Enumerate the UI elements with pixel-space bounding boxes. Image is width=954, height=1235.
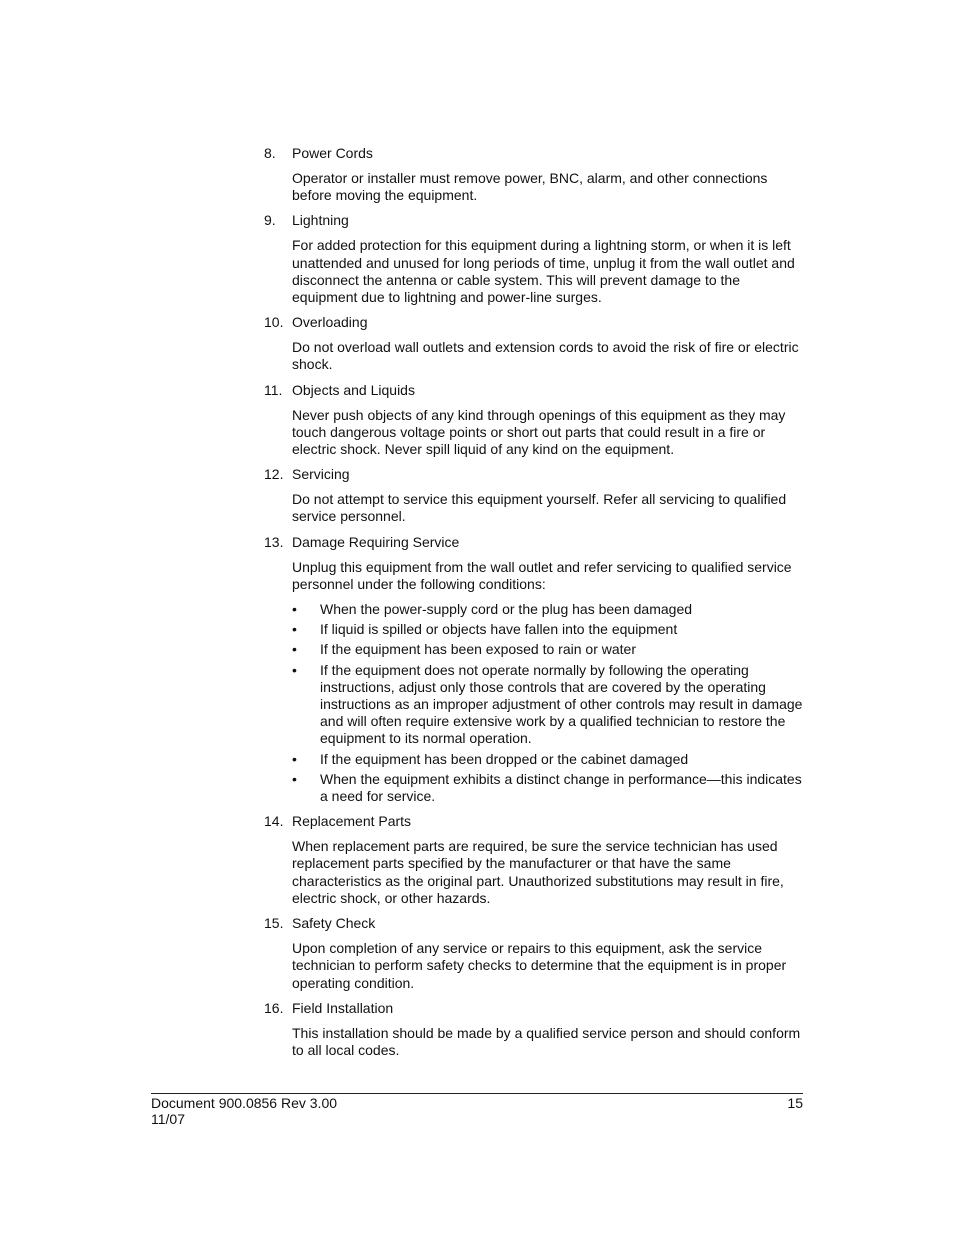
list-item [264, 314, 804, 373]
list-item [264, 382, 804, 459]
item-paragraph: When replacement parts are required, be sure the service technician has used replacement parts specified by the manufacturer or that have the same characteristics as the original part. Unauthorized substitutions may result in fire, electric shock, or other hazards. [292, 838, 784, 906]
item-number: 12. [264, 466, 284, 483]
bullet-text: When the equipment exhibits a distinct change in performance—this indicates a need for service. [320, 770, 802, 805]
item-title: Servicing [292, 466, 350, 483]
item-paragraph: Do not attempt to service this equipment yourself. Refer all servicing to qualified service personnel. [292, 491, 787, 525]
bullet-text: If the equipment has been dropped or the cabinet damaged [320, 750, 689, 767]
page-number: 15 [787, 1095, 803, 1111]
bullet-icon: • [292, 641, 297, 658]
item-paragraph: Unplug this equipment from the wall outlet and refer servicing to qualified service personnel under the following conditions: [292, 558, 792, 592]
list-item [264, 466, 804, 525]
item-number: 8. [264, 145, 276, 161]
bullet-text: When the power-supply cord or the plug has been damaged [320, 601, 693, 618]
list-item [264, 534, 804, 806]
item-number: 15. [264, 915, 284, 932]
item-title: Overloading [292, 314, 368, 331]
item-paragraph: Upon completion of any service or repairs to this equipment, ask the service technician to perform safety checks to determine that the equipment is in proper operating condition. [292, 940, 787, 991]
bullet-text: If liquid is spilled or objects have fallen into the equipment [320, 621, 678, 638]
bullet-item [292, 601, 804, 618]
list-item [264, 915, 804, 992]
list-item [264, 212, 804, 306]
bullet-icon: • [292, 601, 297, 618]
bullet-text: If the equipment does not operate normally by following the operating instructions, adjust only those controls that are covered by the operating instructions as an improper adjustment of other controls may result in damage and will often require extensive work by a qualified technician to restore the equipment to its normal operation. [320, 661, 803, 747]
document-number: Document 900.0856 Rev 3.00 [151, 1095, 338, 1111]
item-number: 11. [264, 381, 283, 398]
bullet-item [292, 641, 804, 658]
item-title: Objects and Liquids [292, 381, 415, 398]
bullet-item [292, 771, 804, 805]
bullet-icon: • [292, 661, 297, 678]
document-date: 11/07 [151, 1110, 185, 1127]
item-number: 13. [264, 533, 284, 550]
item-paragraph: Never push objects of any kind through openings of this equipment as they may touch dangerous voltage points or short out parts that could result in a fire or electric shock. Never spill liquid of any kind on the equipment. [292, 406, 786, 458]
bullet-icon: • [292, 770, 297, 787]
item-number: 10. [264, 314, 284, 331]
item-paragraph: Operator or installer must remove power, BNC, alarm, and other connections before moving the equipment. [292, 170, 768, 204]
item-number: 14. [264, 813, 284, 830]
item-number: 16. [264, 999, 284, 1016]
bullet-list [292, 601, 804, 805]
item-title: Field Installation [292, 999, 394, 1016]
bullet-text: If the equipment has been exposed to rain or water [320, 641, 636, 658]
item-title: Damage Requiring Service [292, 533, 460, 550]
document-body [264, 145, 804, 1067]
bullet-item [292, 751, 804, 768]
bullet-icon: • [292, 621, 297, 638]
list-item [264, 1000, 804, 1059]
item-paragraph: Do not overload wall outlets and extension cords to avoid the risk of fire or electric shock. [292, 339, 799, 373]
item-paragraph: This installation should be made by a qualified service person and should conform to all local codes. [292, 1024, 801, 1058]
item-title: Replacement Parts [292, 813, 412, 830]
bullet-icon: • [292, 750, 297, 767]
bullet-item [292, 621, 804, 638]
item-paragraph: For added protection for this equipment during a lightning storm, or when it is left unattended and unused for long periods of time, unplug it from the wall outlet and disconnect the antenna or cable system. This will prevent damage to the equipment due to lightning and power-line surges. [292, 237, 795, 306]
page-footer [151, 1093, 803, 1127]
item-title: Lightning [292, 212, 349, 229]
item-number: 9. [264, 212, 276, 229]
bullet-item [292, 662, 804, 748]
list-item [264, 145, 804, 204]
list-item [264, 813, 804, 907]
item-title: Safety Check [292, 915, 376, 932]
item-title: Power Cords [292, 145, 373, 161]
